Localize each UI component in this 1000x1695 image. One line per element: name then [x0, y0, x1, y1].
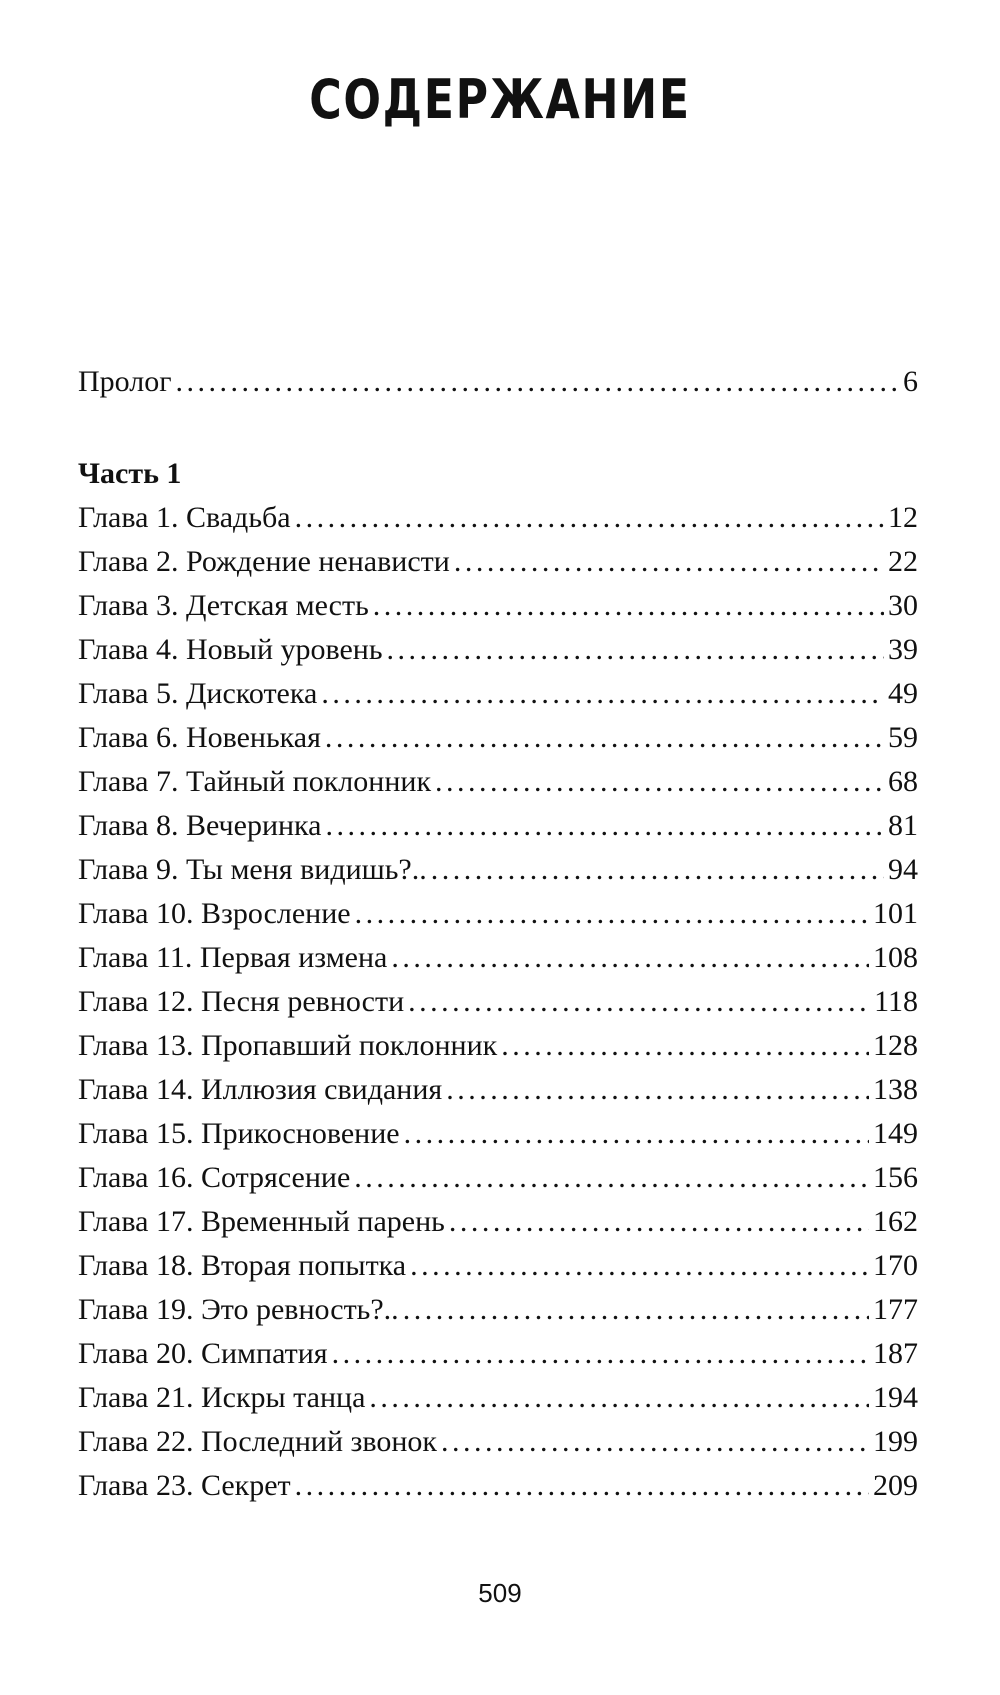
toc-row-chapter	[78, 892, 918, 936]
toc-row-chapter	[78, 1244, 918, 1288]
dot-leader	[369, 1376, 869, 1420]
toc-row-chapter	[78, 1112, 918, 1156]
toc-entry-label: Глава 6. Новенькая	[78, 721, 321, 754]
toc-row-chapter	[78, 1332, 918, 1376]
dot-leader	[355, 892, 869, 936]
toc-entry-page: 156	[873, 1161, 918, 1194]
dot-leader	[295, 1464, 869, 1508]
toc-entry-page: 118	[874, 985, 918, 1018]
dot-leader	[391, 936, 869, 980]
toc-row-chapter	[78, 760, 918, 804]
toc-row-chapter	[78, 1024, 918, 1068]
toc-entry-label: Глава 19. Это ревность?..	[78, 1293, 399, 1326]
toc-row-chapter	[78, 496, 918, 540]
toc-row-chapter	[78, 540, 918, 584]
dot-leader	[326, 804, 885, 848]
dot-leader	[373, 584, 884, 628]
toc-entry-page: 108	[873, 941, 918, 974]
toc-entry-page: 6	[903, 365, 918, 398]
toc-entry-page: 39	[888, 633, 918, 666]
page-number: 509	[478, 1578, 522, 1608]
dot-leader	[501, 1024, 869, 1068]
toc-entry-label: Глава 13. Пропавший поклонник	[78, 1029, 498, 1062]
toc-row-chapter	[78, 584, 918, 628]
toc-row-chapter	[78, 628, 918, 672]
toc-entry-page: 22	[888, 545, 918, 578]
toc-entry-label: Глава 22. Последний звонок	[78, 1425, 437, 1458]
dot-leader	[176, 360, 899, 404]
toc-entry-label: Глава 5. Дискотека	[78, 677, 318, 710]
toc-entry-page: 162	[873, 1205, 918, 1238]
dot-leader	[387, 628, 884, 672]
toc-row-chapter	[78, 848, 918, 892]
toc-entry-page: 30	[888, 589, 918, 622]
toc-entry-label: Глава 23. Секрет	[78, 1469, 291, 1502]
dot-leader	[354, 1156, 869, 1200]
toc-entry-page: 177	[873, 1293, 918, 1326]
toc-chapter-list	[78, 496, 918, 1508]
toc-entry-page: 94	[888, 853, 918, 886]
toc-row-chapter	[78, 936, 918, 980]
dot-leader	[332, 1332, 869, 1376]
dot-leader	[295, 496, 884, 540]
toc-entry-label: Глава 2. Рождение ненависти	[78, 545, 450, 578]
toc-entry-label: Глава 3. Детская месть	[78, 589, 369, 622]
page-title: СОДЕРЖАНИЕ	[309, 68, 691, 131]
dot-leader	[408, 980, 870, 1024]
toc-row-chapter	[78, 1464, 918, 1508]
toc-row-chapter	[78, 1288, 918, 1332]
dot-leader	[431, 848, 884, 892]
toc-entry-page: 101	[873, 897, 918, 930]
toc-entry-page: 59	[888, 721, 918, 754]
toc-entry-page: 149	[873, 1117, 918, 1150]
toc-entry-page: 209	[873, 1469, 918, 1502]
toc-entry-label: Глава 21. Искры танца	[78, 1381, 366, 1414]
part-heading: Часть 1	[78, 457, 182, 490]
toc-entry-page: 81	[888, 809, 918, 842]
toc-entry-label: Глава 8. Вечеринка	[78, 809, 322, 842]
toc-entry-page: 194	[873, 1381, 918, 1414]
toc-entry-label: Глава 11. Первая измена	[78, 941, 388, 974]
toc-row-chapter	[78, 1156, 918, 1200]
toc-entry-label: Глава 7. Тайный поклонник	[78, 765, 432, 798]
toc-row-chapter	[78, 1420, 918, 1464]
toc-entry-label: Глава 4. Новый уровень	[78, 633, 383, 666]
dot-leader	[435, 760, 884, 804]
dot-leader	[410, 1244, 869, 1288]
toc-entry-label: Глава 12. Песня ревности	[78, 985, 405, 1018]
toc-row-chapter	[78, 1068, 918, 1112]
toc-entry-page: 170	[873, 1249, 918, 1282]
toc-row-chapter	[78, 1200, 918, 1244]
toc-entry-label: Пролог	[78, 365, 172, 398]
toc-entry-page: 68	[888, 765, 918, 798]
dot-leader	[321, 672, 884, 716]
toc-entry-label: Глава 17. Временный парень	[78, 1205, 445, 1238]
dot-leader	[441, 1420, 869, 1464]
toc-entry-label: Глава 15. Прикосновение	[78, 1117, 400, 1150]
toc-entry-page: 49	[888, 677, 918, 710]
toc-entry-label: Глава 18. Вторая попытка	[78, 1249, 407, 1282]
toc-row-prologue	[78, 360, 918, 404]
toc-entry-label: Глава 16. Сотрясение	[78, 1161, 351, 1194]
dot-leader	[449, 1200, 869, 1244]
dot-leader	[454, 540, 884, 584]
toc-entry-page: 187	[873, 1337, 918, 1370]
toc-entry-label: Глава 1. Свадьба	[78, 501, 291, 534]
toc-entry-label: Глава 9. Ты меня видишь?..	[78, 853, 427, 886]
dot-leader	[403, 1288, 869, 1332]
toc-row-chapter	[78, 980, 918, 1024]
dot-leader	[325, 716, 884, 760]
toc-entry-label: Глава 14. Иллюзия свидания	[78, 1073, 443, 1106]
toc-row-chapter	[78, 716, 918, 760]
toc-row-chapter	[78, 672, 918, 716]
toc-entry-page: 12	[888, 501, 918, 534]
toc-entry-page: 128	[873, 1029, 918, 1062]
toc-entry-page: 138	[873, 1073, 918, 1106]
toc-prologue	[78, 360, 918, 404]
dot-leader	[446, 1068, 869, 1112]
toc-entry-page: 199	[873, 1425, 918, 1458]
dot-leader	[404, 1112, 869, 1156]
toc-row-chapter	[78, 1376, 918, 1420]
toc-entry-label: Глава 10. Взросление	[78, 897, 351, 930]
toc-entry-label: Глава 20. Симпатия	[78, 1337, 328, 1370]
toc-row-chapter	[78, 804, 918, 848]
